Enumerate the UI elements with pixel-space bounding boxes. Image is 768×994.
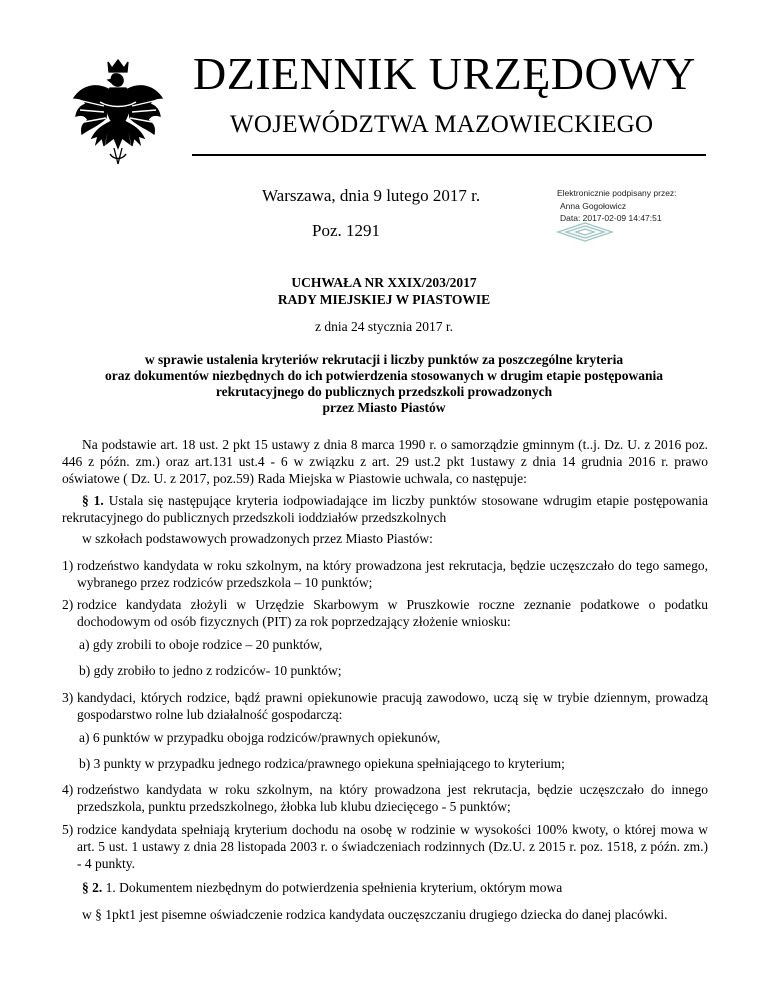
signature-signer: Anna Gogołowicz — [560, 201, 627, 211]
signature-seal-icon — [554, 221, 616, 243]
list-item-number: 2) — [62, 597, 74, 612]
resolution-date: z dnia 24 stycznia 2017 r. — [315, 319, 453, 334]
list-item — [62, 689, 708, 723]
electronic-signature — [557, 188, 757, 224]
sub-item: a) gdy zrobili to oboje rodzice – 20 punktów, — [79, 637, 323, 652]
section-2-continuation: w § 1pkt1 jest pisemne oświadczenie rodzica kandydata ouczęszczaniu drugiego dziecka do danej placówki. — [82, 907, 668, 922]
list-item-text: rodzeństwo kandydata w roku szkolnym, na który prowadzona jest rekrutacja, będzie uczęszczało do tego samego, wybranego przez rodziców przedszkola – 10 punktów; — [77, 558, 708, 590]
section-2-text: 1. Dokumentem niezbędnym do potwierdzenia spełnienia kryterium, októrym mowa — [102, 880, 563, 895]
sub-item: b) 3 punkty w przypadku jednego rodzica/prawnego opiekuna spełniającego to kryterium; — [79, 756, 565, 771]
subject-line: oraz dokumentów niezbędnych do ich potwierdzenia stosowanych w drugim etapie postępowania — [104, 368, 664, 383]
list-item — [62, 596, 708, 630]
masthead-title: DZIENNIK URZĘDOWY — [193, 48, 696, 99]
subject-line: przez Miasto Piastów — [322, 400, 446, 415]
eagle-emblem-icon — [70, 56, 166, 170]
list-item — [62, 781, 708, 815]
sub-item: b) gdy zrobiło to jedno z rodziców- 10 punktów; — [79, 663, 342, 678]
signature-label: Elektronicznie podpisany przez: — [557, 188, 677, 198]
subject-line: rekrutacyjnego do publicznych przedszkoli prowadzonych — [215, 384, 553, 399]
list-item-text: rodzice kandydata spełniają kryterium dochodu na osobę w rodzinie w wysokości 100% kwoty, o której mowa w art. 5 ust. 1 ustawy z dnia 28 listopada 2003 r. o świadczeniach rodzinnych (Dz.U. z 2015 r. poz. 1518, z późn. zm.) - 4 punkty. — [77, 822, 708, 871]
council-name: RADY MIEJSKIEJ W PIASTOWIE — [277, 292, 491, 307]
list-item — [62, 821, 708, 872]
list-item — [62, 557, 708, 591]
section-1-text: Ustala się następujące kryteria iodpowiadające im liczby punktów stosowane wdrugim etapie postępowania rekrutacyjnego do publicznych przedszkoli ioddziałów przedszkolnych — [62, 493, 709, 525]
masthead-divider — [192, 154, 706, 156]
section-1-mark: § 1. — [82, 493, 104, 508]
section-2-mark: § 2. — [82, 880, 103, 895]
list-item-text: rodzeństwo kandydata w roku szkolnym, na który prowadzona jest rekrutacja, będzie uczęszczało do innego przedszkola, punktu przedszkolnego, żłobka lub klubu dziecięcego - 5 punktów; — [77, 782, 708, 814]
preamble: Na podstawie art. 18 ust. 2 pkt 15 ustawy z dnia 8 marca 1990 r. o samorządzie gminnym (t..j. Dz. U. z 2016 poz. 446 z późn. zm.) oraz art.131 ust.4 - 6 w związku z art. 29 ust.2 pkt 1ustawy z dnia 14 grudnia 2016 r. prawo oświatowe ( Dz. U. z 2017, poz.59) Rada Miejska w Piastowie uchwala, co następuje: — [62, 437, 708, 486]
list-item-text: kandydaci, których rodzice, bądź prawni opiekunowie pracują zawodowo, uczą się w trybie dziennym, prowadzą gospodarstwo rolne lub działalność gospodarczą: — [77, 690, 708, 722]
list-item-number: 3) — [62, 690, 74, 705]
list-item-number: 4) — [62, 782, 74, 797]
subject-line: w sprawie ustalenia kryteriów rekrutacji i liczby punktów za poszczególne kryteria — [144, 352, 624, 367]
list-item-number: 1) — [62, 558, 74, 573]
section-1 — [62, 492, 708, 526]
list-item-number: 5) — [62, 822, 74, 837]
publication-date: Warszawa, dnia 9 lutego 2017 r. — [262, 186, 481, 205]
section-1-continuation: w szkołach podstawowych prowadzonych przez Miasto Piastów: — [82, 531, 433, 546]
sub-item: a) 6 punktów w przypadku obojga rodziców/prawnych opiekunów, — [79, 730, 441, 745]
list-item-text: rodzice kandydata złożyli w Urzędzie Skarbowym w Pruszkowie roczne zeznanie podatkowe o podatku dochodowym od osób fizycznych (PIT) za rok poprzedzający złożenie wniosku: — [77, 597, 708, 629]
section-2 — [62, 879, 708, 896]
position-number: Poz. 1291 — [312, 221, 380, 240]
signature-date: Data: 2017-02-09 14:47:51 — [560, 213, 662, 223]
masthead-subtitle: WOJEWÓDZTWA MAZOWIECKIEGO — [230, 111, 654, 138]
resolution-number: UCHWAŁA NR XXIX/203/2017 — [291, 275, 477, 290]
